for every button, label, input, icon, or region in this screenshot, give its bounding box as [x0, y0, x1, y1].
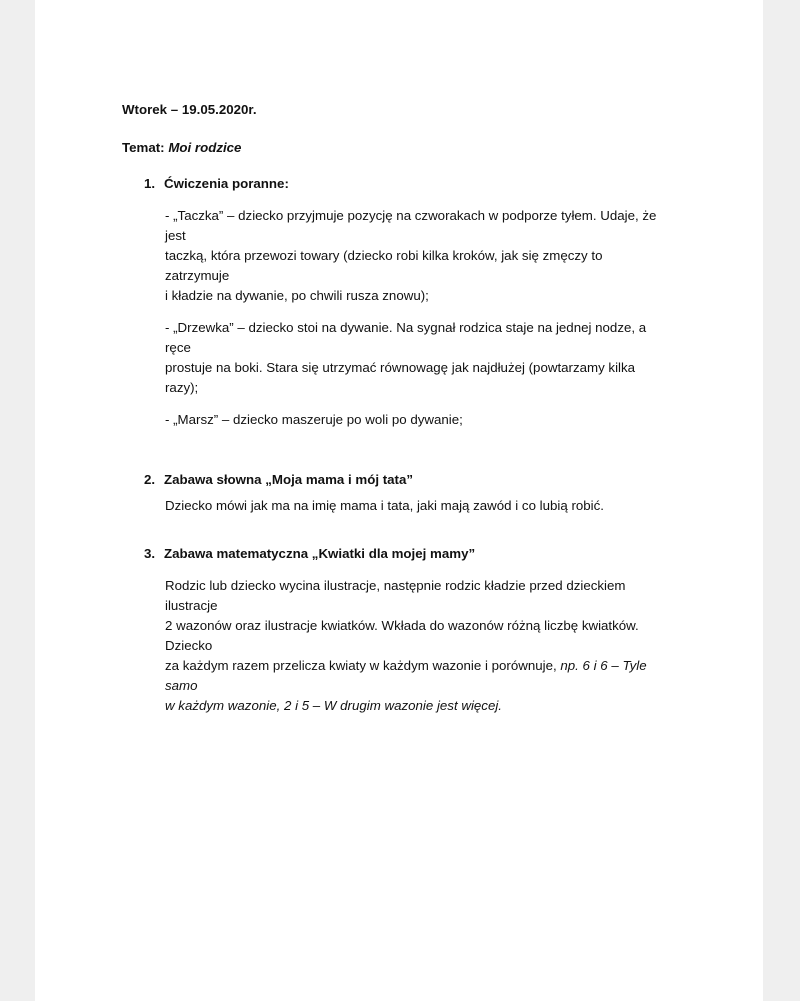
text-line: za każdym razem przelicza kwiaty w każdym wazonie i porównuje, [165, 658, 561, 673]
paragraph-taczka [165, 206, 662, 306]
text-line: Rodzic lub dziecko wycina ilustracje, następnie rodzic kładzie przed dzieckiem ilustracje [165, 578, 626, 613]
section-heading [144, 174, 662, 194]
italic-example: np. 6 i 6 – Tyle samo [165, 658, 647, 693]
text-line: - „Taczka” – dziecko przyjmuje pozycję na czworakach w podporze tyłem. Udaje, że jest [165, 208, 657, 243]
paragraph-math-game [165, 576, 662, 716]
paragraph-word-game [165, 496, 662, 516]
paragraph-drzewka [165, 318, 662, 398]
text-line: - „Marsz” – dziecko maszeruje po woli po dywanie; [165, 412, 463, 427]
date-line: Wtorek – 19.05.2020r. [122, 102, 257, 117]
section-number: 3. [144, 546, 156, 561]
section-body [165, 206, 662, 430]
section-number: 1. [144, 176, 156, 191]
section-number: 2. [144, 472, 156, 487]
section-title: Zabawa słowna „Moja mama i mój tata” [164, 472, 414, 487]
section-body [165, 496, 662, 516]
topic-value: Moi rodzice [168, 140, 242, 155]
document-page [35, 0, 763, 1001]
text-line: taczką, która przewozi towary (dziecko robi kilka kroków, jak się zmęczy to zatrzymuje [165, 248, 603, 283]
section-word-game [122, 470, 662, 516]
italic-example: w każdym wazonie, 2 i 5 – W drugim wazonie jest więcej. [165, 698, 502, 713]
text-line: i kładzie na dywanie, po chwili rusza znowu); [165, 288, 429, 303]
topic-line [122, 138, 662, 158]
document-content [122, 100, 662, 716]
text-line: 2 wazonów oraz ilustracje kwiatków. Wkłada do wazonów różną liczbę kwiatków. Dziecko [165, 618, 639, 653]
section-math-game [122, 544, 662, 716]
section-heading [144, 470, 662, 490]
topic-label: Temat: [122, 140, 169, 155]
text-line: - „Drzewka” – dziecko stoi na dywanie. Na sygnał rodzica staje na jednej nodze, a ręce [165, 320, 647, 355]
text-line: Dziecko mówi jak ma na imię mama i tata, jaki mają zawód i co lubią robić. [165, 498, 604, 513]
section-title: Zabawa matematyczna „Kwiatki dla mojej mamy” [164, 546, 476, 561]
paragraph-marsz [165, 410, 662, 430]
section-title: Ćwiczenia poranne: [164, 176, 289, 191]
section-morning-exercises [122, 174, 662, 430]
section-body [165, 576, 662, 716]
text-line: prostuje na boki. Stara się utrzymać równowagę jak najdłużej (powtarzamy kilka razy); [165, 360, 636, 395]
section-heading [144, 544, 662, 564]
